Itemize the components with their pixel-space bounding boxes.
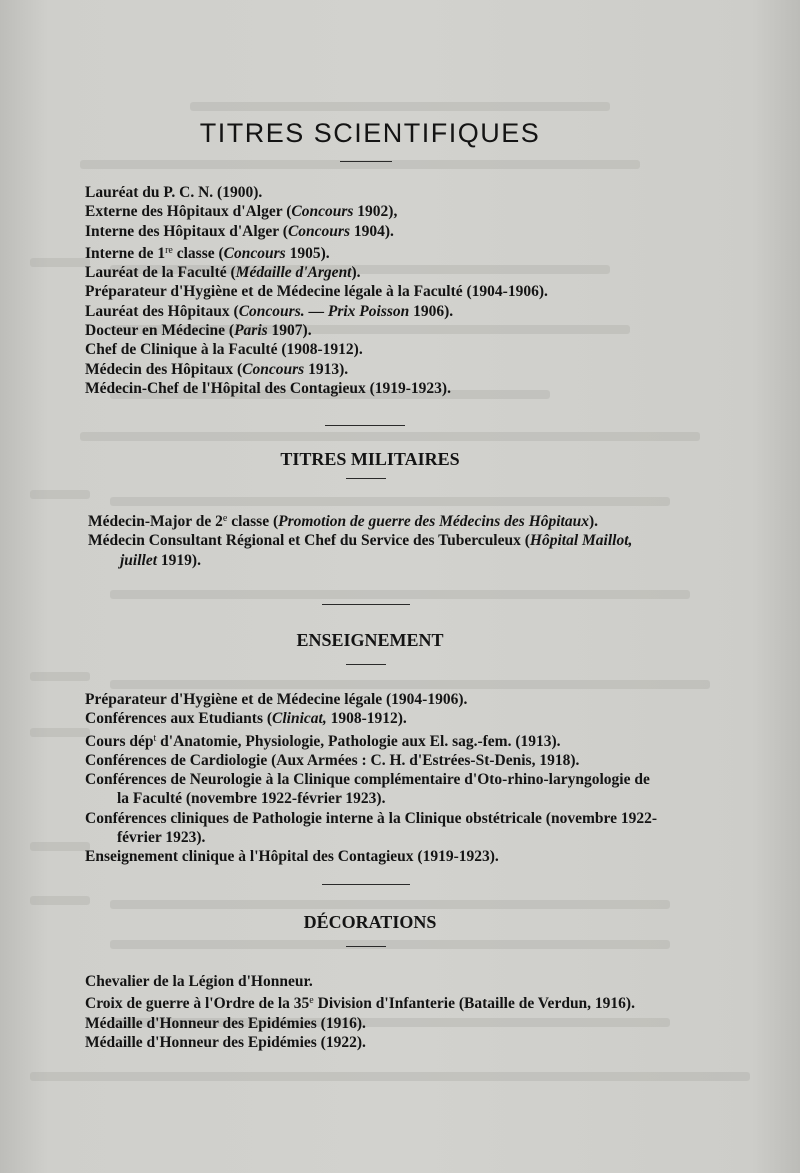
list-item: Médaille d'Honneur des Epidémies (1922). bbox=[85, 1033, 366, 1051]
decorations-list bbox=[85, 972, 660, 1052]
heading-divider bbox=[346, 946, 386, 947]
list-item: Lauréat des Hôpitaux (Concours. — Prix Poisson 1906). bbox=[85, 302, 454, 320]
list-item: Conférences cliniques de Pathologie interne à la Clinique obstétricale (novembre 1922-février 1923). bbox=[85, 809, 658, 847]
list-item: Lauréat de la Faculté (Médaille d'Argent). bbox=[85, 264, 361, 282]
list-item: Lauréat du P. C. N. (1900). bbox=[85, 184, 263, 201]
list-item: Médecin des Hôpitaux (Concours 1913). bbox=[85, 360, 349, 378]
section-divider bbox=[322, 604, 410, 605]
list-item: Préparateur d'Hygiène et de Médecine légale (1904-1906). bbox=[85, 691, 468, 708]
list-item: Chef de Clinique à la Faculté (1908-1912). bbox=[85, 341, 363, 359]
list-item: Médecin-Chef de l'Hôpital des Contagieux (1919-1923). bbox=[85, 379, 451, 397]
list-item: Conférences de Neurologie à la Clinique complémentaire d'Oto-rhino-laryngologie de la Faculté (novembre 1922-février 1923). bbox=[85, 771, 650, 808]
list-item: Médaille d'Honneur des Epidémies (1916). bbox=[85, 1014, 366, 1032]
list-item: Docteur en Médecine (Paris 1907). bbox=[85, 322, 312, 340]
list-item: Préparateur d'Hygiène et de Médecine légale à la Faculté (1904-1906). bbox=[85, 283, 548, 301]
heading-divider bbox=[346, 478, 386, 479]
list-item: Cours dép$^t$ d'Anatomie, Physiologie, Pathologie aux El. sag.-fem. (1913). bbox=[85, 732, 561, 750]
title-divider bbox=[340, 161, 392, 162]
military-titles-list bbox=[88, 509, 658, 570]
list-item: Externe des Hôpitaux d'Alger (Concours 1902), bbox=[85, 203, 398, 221]
page-title: TITRES SCIENTIFIQUES bbox=[199, 118, 541, 148]
section-heading-decorations: DÉCORATIONS bbox=[303, 912, 437, 932]
list-item: Conférences de Cardiologie (Aux Armées : C. H. d'Estrées-St-Denis, 1918). bbox=[85, 751, 580, 769]
list-item: Médecin-Major de 2e classe (Promotion de guerre des Médecins des Hôpitaux). bbox=[88, 513, 599, 530]
list-item: Médecin Consultant Régional et Chef du Service des Tuberculeux (Hôpital Maillot, juillet 1919). bbox=[88, 532, 633, 569]
teaching-list bbox=[85, 690, 660, 867]
section-heading-military: TITRES MILITAIRES bbox=[280, 449, 460, 469]
list-item: Conférences aux Etudiants (Clinicat, 1908-1912). bbox=[85, 710, 407, 728]
section-divider bbox=[322, 884, 410, 885]
list-item: Chevalier de la Légion d'Honneur. bbox=[85, 973, 313, 990]
section-divider bbox=[325, 425, 405, 426]
list-item: Interne de 1re classe (Concours 1905). bbox=[85, 244, 330, 262]
scientific-titles-list bbox=[85, 183, 548, 398]
list-item: Enseignement clinique à l'Hôpital des Contagieux (1919-1923). bbox=[85, 848, 499, 866]
heading-divider bbox=[346, 664, 386, 665]
section-heading-teaching: ENSEIGNEMENT bbox=[296, 630, 444, 650]
list-item: Croix de guerre à l'Ordre de la 35e Division d'Infanterie (Bataille de Verdun, 1916). bbox=[85, 995, 635, 1013]
list-item: Interne des Hôpitaux d'Alger (Concours 1904). bbox=[85, 222, 394, 240]
